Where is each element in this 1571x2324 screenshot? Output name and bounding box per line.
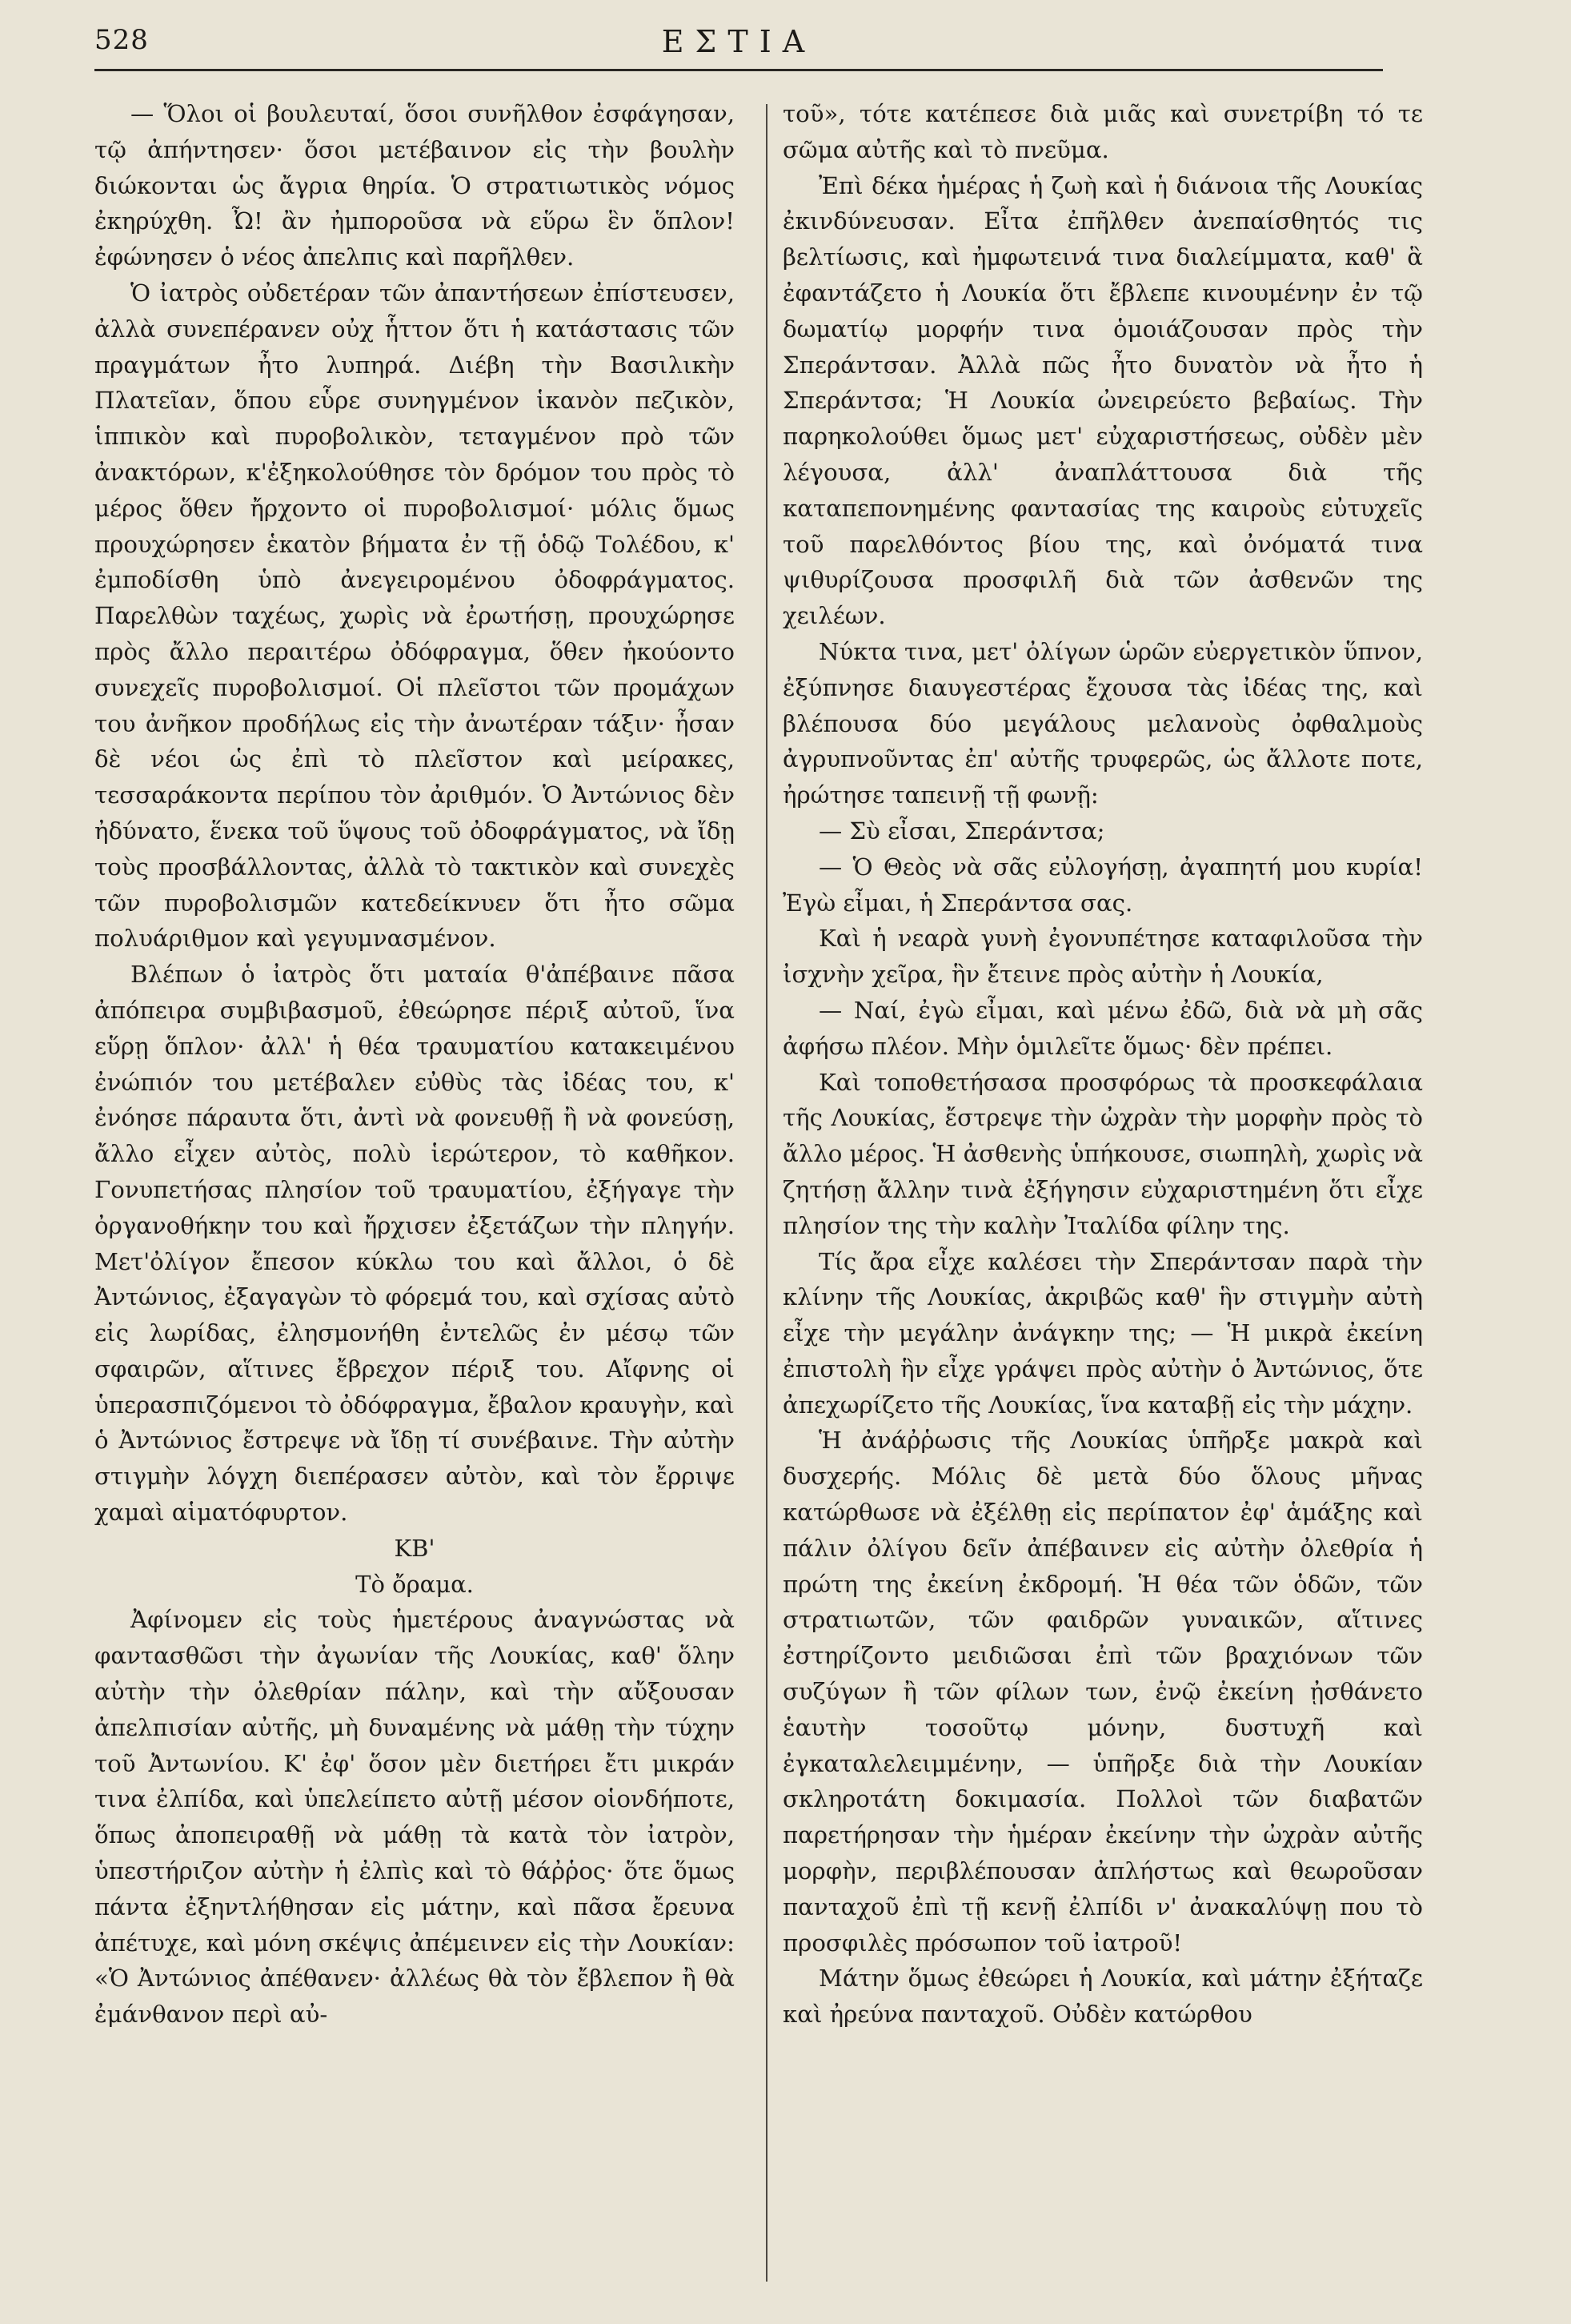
running-title: ΕΣΤΙΑ (661, 24, 816, 59)
paragraph: Ἀφίνομεν εἰς τοὺς ἡμετέρους ἀναγνώστας νὰ φαντασθῶσι τὴν ἀγωνίαν τῆς Λουκίας, καθ' ὅλην αὐτὴν τὴν ὀλεθρίαν πάλην, καὶ τὴν αὔξουσαν ἀπελπισίαν αὐτῆς, μὴ δυναμένης νὰ μάθῃ τὴν τύχην τοῦ Ἀντωνίου. Κ' ἐφ' ὅσον μὲν διετήρει ἔτι μικράν τινα ἐλπίδα, καὶ ὑπελείπετο αὐτῇ μέσον οἱονδήποτε, ὅπως ἀποπειραθῇ νὰ μάθῃ τὰ κατὰ τὸν ἰατρὸν, ὑπεστήριζον αὐτὴν ἡ ἐλπὶς καὶ τὸ θάῤῥος· ὅτε ὅμως πάντα ἐξηντλήθησαν εἰς μάτην, καὶ πᾶσα ἔρευνα ἀπέτυχε, καὶ μόνη σκέψις ἀπέμεινεν εἰς τὴν Λουκίαν: «Ὁ Ἀντώνιος ἀπέθανεν· ἀλλέως θὰ τὸν ἔβλεπον ἢ θὰ ἐμάνθανον περὶ αὐ- (94, 1606, 735, 2029)
chapter-title: Τὸ ὄραμα. (355, 1570, 474, 1598)
dialogue-line: — Ὁ Θεὸς νὰ σᾶς εὐλογήσῃ, ἀγαπητή μου κυρία! Ἐγὼ εἶμαι, ἡ Σπεράντσα σας. (783, 853, 1423, 917)
paragraph: Ἡ ἀνάῤῥωσις τῆς Λουκίας ὑπῆρξε μακρὰ καὶ δυσχερής. Μόλις δὲ μετὰ δύο ὅλους μῆνας κατώρθωσε νὰ ἐξέλθῃ εἰς περίπατον ἐφ' ἁμάξης καὶ πάλιν ὀλίγου δεῖν ἀπέβαινεν εἰς αὐτὴν ὀλεθρία ἡ πρώτη της ἐκείνη ἐκδρομή. Ἡ θέα τῶν ὁδῶν, τῶν στρατιωτῶν, τῶν φαιδρῶν γυναικῶν, αἵτινες ἐστηρίζοντο μειδιῶσαι ἐπὶ τῶν βραχιόνων τῶν συζύγων ἢ τῶν φίλων των, ἐνῷ ἐκείνη ᾐσθάνετο ἑαυτὴν τοσοῦτῳ μόνην, δυστυχῆ καὶ ἐγκαταλελειμμένην, — ὑπῆρξε διὰ τὴν Λουκίαν σκληροτάτη δοκιμασία. Πολλοὶ τῶν διαβατῶν παρετήρησαν τὴν ἡμέραν ἐκείνην τὴν ὠχρὰν αὐτῆς μορφὴν, περιβλέπουσαν ἀπλήστως καὶ θεωροῦσαν πανταχοῦ ἐπὶ τῇ κενῇ ἐλπίδι ν' ἀνακαλύψῃ που τὸ προσφιλὲς πρόσωπον τοῦ ἰατροῦ! (783, 1427, 1423, 1957)
page-number: 528 (94, 24, 149, 56)
paragraph: Βλέπων ὁ ἰατρὸς ὅτι ματαία θ'ἀπέβαινε πᾶσα ἀπόπειρα συμβιβασμοῦ, ἐθεώρησε πέριξ αὐτοῦ, ἵνα εὕρῃ ὅπλον· ἀλλ' ἡ θέα τραυματίου κατακειμένου ἐνώπιόν του μετέβαλεν εὐθὺς τὰς ἰδέας του, κ' ἐνόησε πάραυτα ὅτι, ἀντὶ νὰ φονευθῇ ἢ νὰ φονεύσῃ, ἄλλο εἶχεν αὐτὸς, πολὺ ἱερώτερον, τὸ καθῆκον. Γονυπετήσας πλησίον τοῦ τραυματίου, ἐξήγαγε τὴν ὀργανοθήκην του καὶ ἤρχισεν ἐξετάζων τὴν πληγήν. Μετ'ὀλίγον ἔπεσον κύκλω του καὶ ἄλλοι, ὁ δὲ Ἀντώνιος, ἐξαγαγὼν τὸ φόρεμά του, καὶ σχίσας αὐτὸ εἰς λωρίδας, ἐλησμονήθη ἐντελῶς ἐν μέσῳ τῶν σφαιρῶν, αἵτινες ἔβρεχον πέριξ του. Αἴφνης οἱ ὑπερασπιζόμενοι τὸ ὀδόφραγμα, ἔβαλον κραυγὴν, καὶ ὁ Ἀντώνιος ἔστρεψε νὰ ἴδῃ τί συνέβαινε. Τὴν αὐτὴν στιγμὴν λόγχη διεπέρασεν αὐτὸν, καὶ τὸν ἔρριψε χαμαὶ αἱματόφυρτον. (94, 961, 735, 1527)
chapter-number: ΚΒ' (394, 1534, 435, 1562)
paragraph: Καὶ ἡ νεαρὰ γυνὴ ἐγονυπέτησε καταφιλοῦσα τὴν ἰσχνὴν χεῖρα, ἣν ἔτεινε πρὸς αὐτὴν ἡ Λουκία, (783, 925, 1423, 989)
paragraph: — Ὅλοι οἱ βουλευταί, ὅσοι συνῆλθον ἐσφάγησαν, τῷ ἀπήντησεν· ὅσοι μετέβαινον εἰς τὴν βουλὴν διώκονται ὡς ἄγρια θηρία. Ὁ στρατιωτικὸς νόμος ἐκηρύχθη. Ὦ! ἂν ἠμποροῦσα νὰ εὕρω ἓν ὅπλον! ἐφώνησεν ὁ νέος ἀπελπις καὶ παρῆλθεν. (94, 100, 735, 271)
paragraph: Μάτην ὅμως ἐθεώρει ἡ Λουκία, καὶ μάτην ἐξήταζε καὶ ἠρεύνα πανταχοῦ. Οὐδὲν κατώρθου (783, 1965, 1423, 2029)
page-header (94, 24, 1383, 64)
right-column (783, 96, 1423, 2033)
column-divider (766, 104, 767, 2282)
paragraph: Ὁ ἰατρὸς οὐδετέραν τῶν ἀπαντήσεων ἐπίστευσεν, ἀλλὰ συνεπέρανεν οὐχ ἧττον ὅτι ἡ κατάστασις τῶν πραγμάτων ἦτο λυπηρά. Διέβη τὴν Βασιλικὴν Πλατεῖαν, ὅπου εὗρε συνηγμένον ἱκανὸν πεζικὸν, ἱππικὸν καὶ πυροβολικὸν, τεταγμένον πρὸ τῶν ἀνακτόρων, κ'ἐξηκολούθησε τὸν δρόμον του πρὸς τὸ μέρος ὅθεν ἤρχοντο οἱ πυροβολισμοί· μόλις ὅμως προυχώρησεν ἑκατὸν βήματα ἐν τῇ ὁδῷ Τολέδου, κ' ἐμποδίσθη ὑπὸ ἀνεγειρομένου ὀδοφράγματος. Παρελθὼν ταχέως, χωρὶς νὰ ἐρωτήσῃ, προυχώρησε πρὸς ἄλλο περαιτέρω ὀδόφραγμα, ὅθεν ἠκούοντο συνεχεῖς πυροβολισμοί. Οἱ πλεῖστοι τῶν προμάχων του ἀνῆκον προδήλως εἰς τὴν ἀνωτέραν τάξιν· ἦσαν δὲ νέοι ὡς ἐπὶ τὸ πλεῖστον καὶ μείρακες, τεσσαράκοντα περίπου τὸν ἀριθμόν. Ὁ Ἀντώνιος δὲν ἠδύνατο, ἕνεκα τοῦ ὕψους τοῦ ὀδοφράγματος, νὰ ἴδῃ τοὺς προσβάλλοντας, ἀλλὰ τὸ τακτικὸν καὶ συνεχὲς τῶν πυροβολισμῶν κατεδείκνυεν ὅτι ἦτο σῶμα πολυάριθμον καὶ γεγυμνασμένον. (94, 279, 735, 953)
paragraph: Τίς ἄρα εἶχε καλέσει τὴν Σπεράντσαν παρὰ τὴν κλίνην τῆς Λουκίας, ἀκριβῶς καθ' ἣν στιγμὴν αὐτὴ εἶχε τὴν μεγάλην ἀνάγκην της; — Ἡ μικρὰ ἐκείνη ἐπιστολὴ ἣν εἶχε γράψει πρὸς αὐτὴν ὁ Ἀντώνιος, ὅτε ἀπεχωρίζετο τῆς Λουκίας, ἵνα καταβῇ εἰς τὴν μάχην. (783, 1247, 1423, 1419)
paragraph-continued: τοῦ», τότε κατέπεσε διὰ μιᾶς καὶ συνετρίβη τό τε σῶμα αὐτῆς καὶ τὸ πνεῦμα. (783, 100, 1423, 163)
dialogue-line: — Σὺ εἶσαι, Σπεράντσα; (819, 817, 1105, 845)
paragraph: Ἐπὶ δέκα ἡμέρας ἡ ζωὴ καὶ ἡ διάνοια τῆς Λουκίας ἐκινδύνευσαν. Εἶτα ἐπῆλθεν ἀνεπαίσθητός τις βελτίωσις, καὶ ἠμφωτεινά τινα διαλείμματα, καθ' ἃ ἐφαντάζετο ἡ Λουκία ὅτι ἔβλεπε κινουμένην ἐν τῷ δωματίῳ μορφήν τινα ὁμοιάζουσαν πρὸς τὴν Σπεράντσαν. Ἀλλὰ πῶς ἦτο δυνατὸν νὰ ἦτο ἡ Σπεράντσα; Ἡ Λουκία ὠνειρεύετο βεβαίως. Τὴν παρηκολούθει ὅμως μετ' εὐχαριστήσεως, οὐδὲν μὲν λέγουσα, ἀλλ' ἀναπλάττουσα διὰ τῆς καταπεπονημένης φαντασίας της καιροὺς εὐτυχεῖς τοῦ παρελθόντος βίου της, καὶ ὀνόματά τινα ψιθυρίζουσα προσφιλῆ διὰ τῶν ἀσθενῶν της χειλέων. (783, 171, 1423, 630)
dialogue-line: — Ναί, ἐγὼ εἶμαι, καὶ μένω ἐδῶ, διὰ νὰ μὴ σᾶς ἀφήσω πλέον. Μὴν ὁμιλεῖτε ὅμως· δὲν πρέπει. (783, 996, 1423, 1060)
left-column (94, 96, 735, 2033)
paragraph: Νύκτα τινα, μετ' ὀλίγων ὡρῶν εὐεργετικὸν ὕπνον, ἐξύπνησε διαυγεστέρας ἔχουσα τὰς ἰδέας της, καὶ βλέπουσα δύο μεγάλους μελανοὺς ὀφθαλμοὺς ἀγρυπνοῦντας ἐπ' αὐτῆς τρυφερῶς, ὡς ἄλλοτε ποτε, ἠρώτησε ταπεινῇ τῇ φωνῇ: (783, 637, 1423, 809)
paragraph: Καὶ τοποθετήσασα προσφόρως τὰ προσκεφάλαια τῆς Λουκίας, ἔστρεψε τὴν ὠχρὰν τὴν μορφὴν πρὸς τὸ ἄλλο μέρος. Ἡ ἀσθενὴς ὑπήκουσε, σιωπηλὴ, χωρὶς νὰ ζητήσῃ ἄλλην τινὰ ἐξήγησιν εὐχαριστημένη ὅτι εἶχε πλησίον της τὴν καλὴν Ἰταλίδα φίλην της. (783, 1068, 1423, 1239)
header-rule (94, 69, 1383, 71)
